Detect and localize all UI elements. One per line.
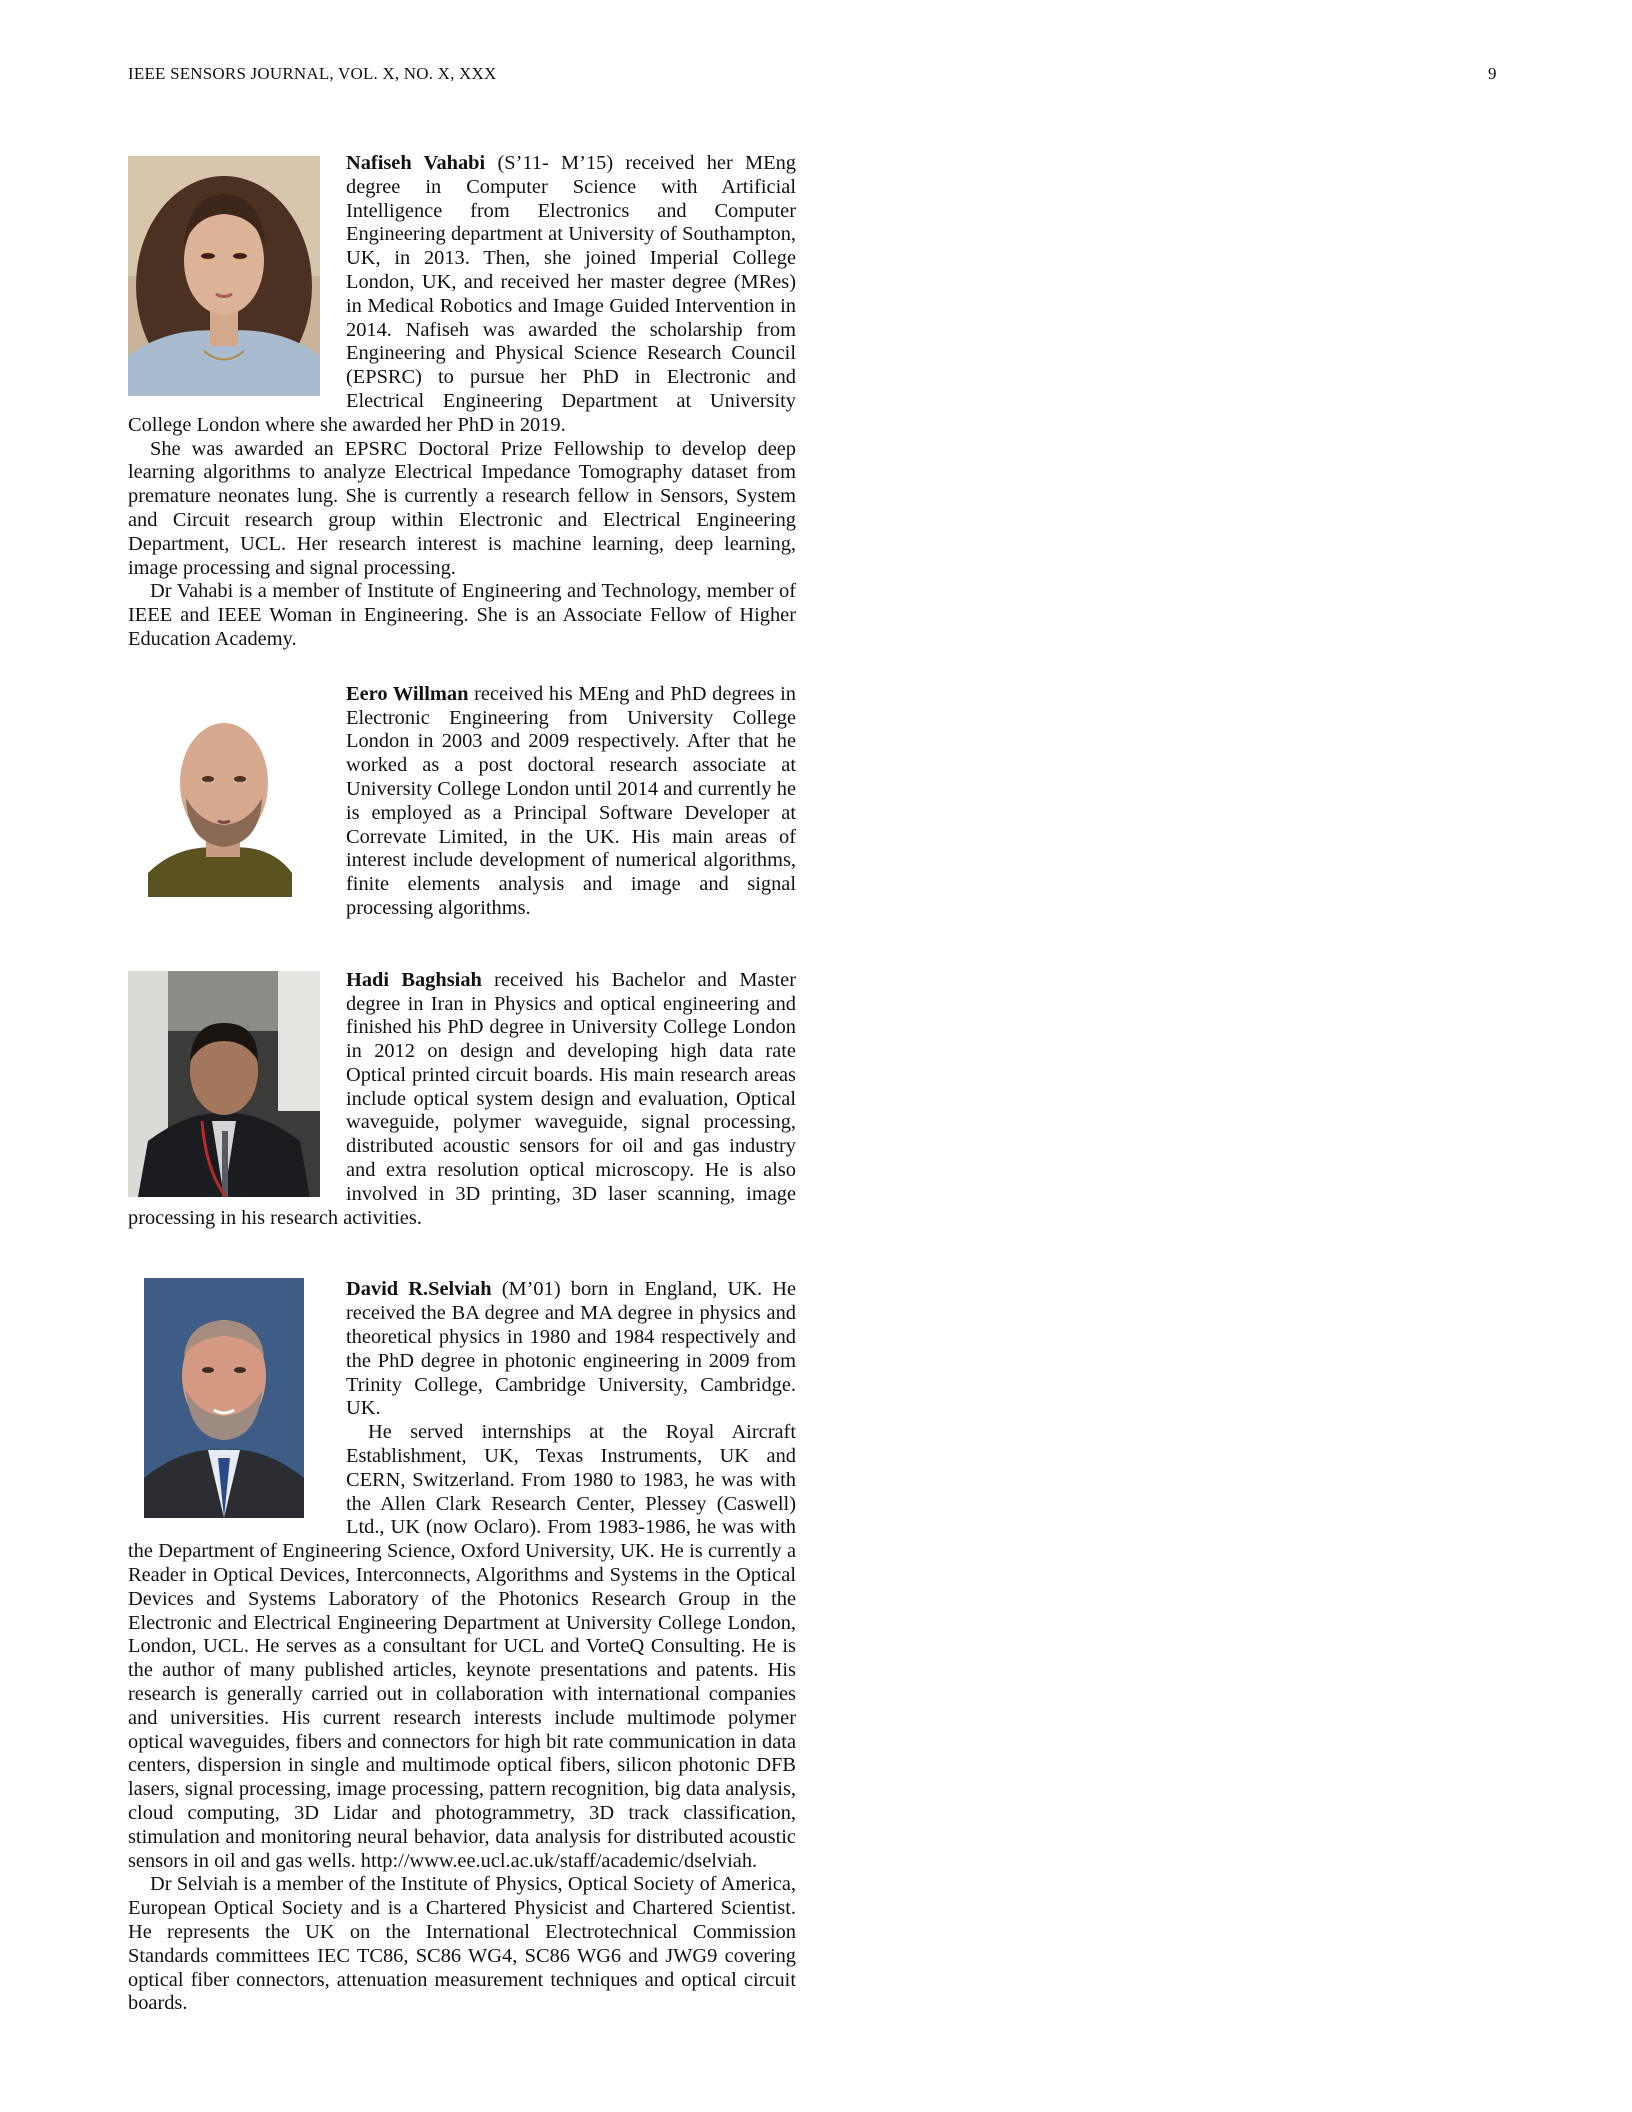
bio-name: Hadi Baghsiah	[346, 968, 482, 991]
bio-text: (S’11- M’15) received her MEng degree in Computer Science with Artificial Intelligence from Electronics and Computer Engineering department at University of Southampton, UK, in 2013. Then, she joined Imperial College London, UK, and received her master degree (MRes) in Medical Robotics and Image Guided Intervention in 2014. Nafiseh was awarded the scholarship from Engineering and Physical Science Research Council (EPSRC) to pursue her PhD in Electronic and Electrical Engineering Department at University College London where she awarded her PhD in 2019.	[128, 152, 796, 436]
biography-column	[128, 152, 796, 2016]
bio-eero-willman	[128, 683, 796, 921]
running-header: IEEE SENSORS JOURNAL, VOL. X, NO. X, XXX	[128, 64, 497, 83]
bio-name: Nafiseh Vahabi	[346, 152, 486, 174]
photo-david-selviah	[128, 1278, 320, 1518]
bio-text: (M’01) born in England, UK. He received the BA degree and MA degree in physics and theoretical physics in 1980 and 1984 respectively and the PhD degree in photonic engineering in 2009 from Trinity College, Cambridge University, Cambridge. UK.	[346, 1278, 796, 1420]
photo-nafiseh-vahabi	[128, 156, 320, 396]
photo-eero-willman	[128, 683, 320, 897]
bio-nafiseh-vahabi	[128, 152, 796, 652]
bio-text: received his Bachelor and Master degree in Iran in Physics and optical engineering and finished his PhD degree in University College London in 2012 on design and developing high data rate Optical printed circuit boards. His main research areas include optical system design and evaluation, Optical waveguide, polymer waveguide, signal processing, distributed acoustic sensors for oil and gas industry and extra resolution optical microscopy. He is also involved in 3D printing, 3D laser scanning, image processing in his research activities.	[128, 968, 796, 1229]
bio-name: Eero Willman	[346, 682, 469, 705]
bio-name: David R.Selviah	[346, 1278, 492, 1301]
bio-paragraph: He served internships at the Royal Aircraft Establishment, UK, Texas Instruments, UK and CERN, Switzerland. From 1980 to 1983, he was with the Allen Clark Research Center, Plessey (Caswell) Ltd., UK (now Oclaro). From 1983-1986, he was with the Department of Engineering Science, Oxford University, UK. He is currently a Reader in Optical Devices, Interconnects, Algorithms and Systems in the Optical Devices and Systems Laboratory of the Photonics Research Group in the Electronic and Electrical Engineering Department at University College London, London, UCL. He serves as a consultant for UCL and VorteQ Consulting. He is the author of many published articles, keynote presentations and patents. His research is generally carried out in collaboration with international companies and universities. His current research interests include multimode polymer optical waveguides, fibers and connectors for high bit rate communication in data centers, dispersion in single and multimode optical fibers, silicon photonic DFB lasers, signal processing, image processing, pattern recognition, big data analysis, cloud computing, 3D Lidar and photogrammetry, 3D track classification, stimulation and monitoring neural behavior, data analysis for distributed acoustic sensors in oil and gas wells. http://www.ee.ucl.ac.uk/staff/academic/dselviah.	[128, 1421, 796, 1872]
bio-text: received his MEng and PhD degrees in Electronic Engineering from University College London in 2003 and 2009 respectively. After that he worked as a post doctoral research associate at University College London until 2014 and currently he is employed as a Principal Software Developer at Correvate Limited, in the UK. His main areas of interest include development of numerical algorithms, finite elements analysis and image and signal processing algorithms.	[346, 682, 796, 919]
photo-hadi-baghsiah	[128, 971, 320, 1197]
bio-paragraph: She was awarded an EPSRC Doctoral Prize Fellowship to develop deep learning algorithms to analyze Electrical Impedance Tomography dataset from premature neonates lung. She is currently a research fellow in Sensors, System and Circuit research group within Electronic and Electrical Engineering Department, UCL. Her research interest is machine learning, deep learning, image processing and signal processing.	[128, 437, 796, 579]
bio-paragraph: Dr Vahabi is a member of Institute of Engineering and Technology, member of IEEE and IEEE Woman in Engineering. She is an Associate Fellow of Higher Education Academy.	[128, 580, 796, 650]
bio-hadi-baghsiah	[128, 969, 796, 1231]
page-number: 9	[1488, 64, 1497, 83]
bio-paragraph: Dr Selviah is a member of the Institute of Physics, Optical Society of America, European Optical Society and is a Chartered Physicist and Chartered Scientist. He represents the UK on the International Electrotechnical Commission Standards committees IEC TC86, SC86 WG4, SC86 WG6 and JWG9 covering optical fiber connectors, attenuation measurement techniques and optical circuit boards.	[128, 1873, 796, 2015]
bio-david-selviah	[128, 1278, 796, 2016]
